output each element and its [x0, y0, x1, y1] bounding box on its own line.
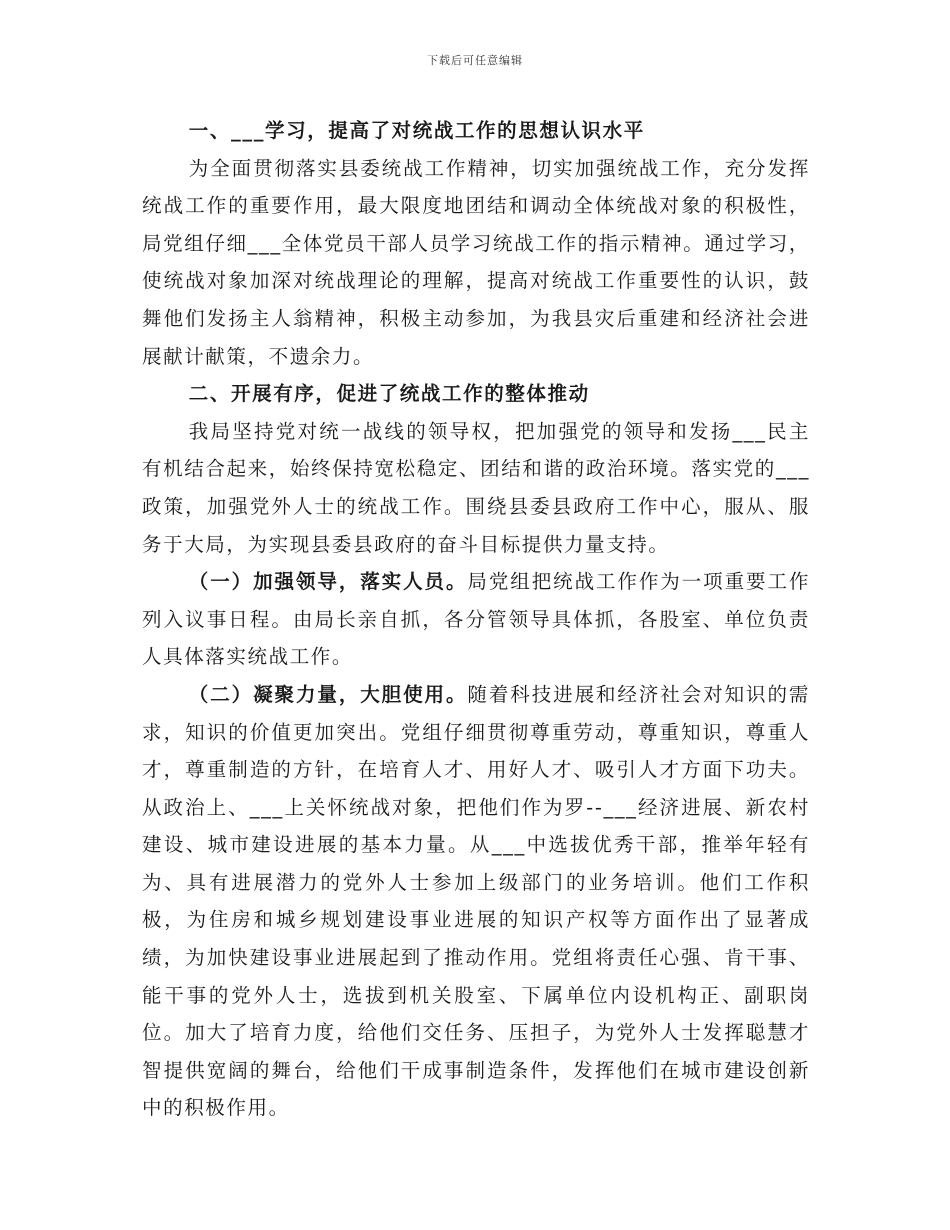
paragraph-2: 我局坚持党对统一战线的领导权，把加强党的领导和发扬___民主有机结合起来，始终保持宽松稳定、团结和谐的政治环境。落实党的___政策，加强党外人士的统战工作。围绕县委县政府工作中心，服从、服务于大局，为实现县委县政府的奋斗目标提供力量支持。: [142, 419, 810, 556]
subsection-1-lead: （一）加强领导，落实人员。: [188, 570, 468, 594]
header-note: 下载后可任意编辑: [427, 54, 523, 67]
subsection-1-text: 局党组把统战工作作为一项重要工作列入议事日程。由局长亲自抓，各分管领导具体抓，各股室、单位负责人具体落实统战工作。: [142, 570, 810, 669]
document-body: [142, 112, 810, 1127]
subsection-2-lead: （二）凝聚力量，大胆使用。: [188, 682, 468, 706]
subsection-1: [142, 563, 810, 676]
paragraph-1: 为全面贯彻落实县委统战工作精神，切实加强统战工作，充分发挥统战工作的重要作用，最大限度地团结和调动全体统战对象的积极性，局党组仔细___全体党员干部人员学习统战工作的指示精神。通过学习，使统战对象加深对统战理论的理解，提高对统战工作重要性的认识，鼓舞他们发扬主人翁精神，积极主动参加，为我县灾后重建和经济社会进展献计献策，不遗余力。: [142, 156, 810, 368]
section-heading-2: 二、开展有序，促进了统战工作的整体推动: [188, 382, 590, 406]
subsection-2: [142, 676, 810, 1127]
section-heading-1: 一、___学习，提高了对统战工作的思想认识水平: [188, 119, 645, 142]
subsection-2-text: 随着科技进展和经济社会对知识的需求，知识的价值更加突出。党组仔细贯彻尊重劳动，尊重知识，尊重人才，尊重制造的方针，在培育人才、用好人才、吸引人才方面下功夫。从政治上、___上关怀统战对象，把他们作为罗--___经济进展、新农村建设、城市建设进展的基本力量。从___中选拔优秀干部，推举年轻有为、具有进展潜力的党外人士参加上级部门的业务培训。他们工作积极，为住房和城乡规划建设事业进展的知识产权等方面作出了显著成绩，为加快建设事业进展起到了推动作用。党组将责任心强、肯干事、能干事的党外人士，选拔到机关股室、下属单位内设机构正、副职岗位。加大了培育力度，给他们交任务、压担子，为党外人士发挥聪慧才智提供宽阔的舞台，给他们干成事制造条件，发挥他们在城市建设创新中的积极作用。: [142, 682, 810, 1120]
